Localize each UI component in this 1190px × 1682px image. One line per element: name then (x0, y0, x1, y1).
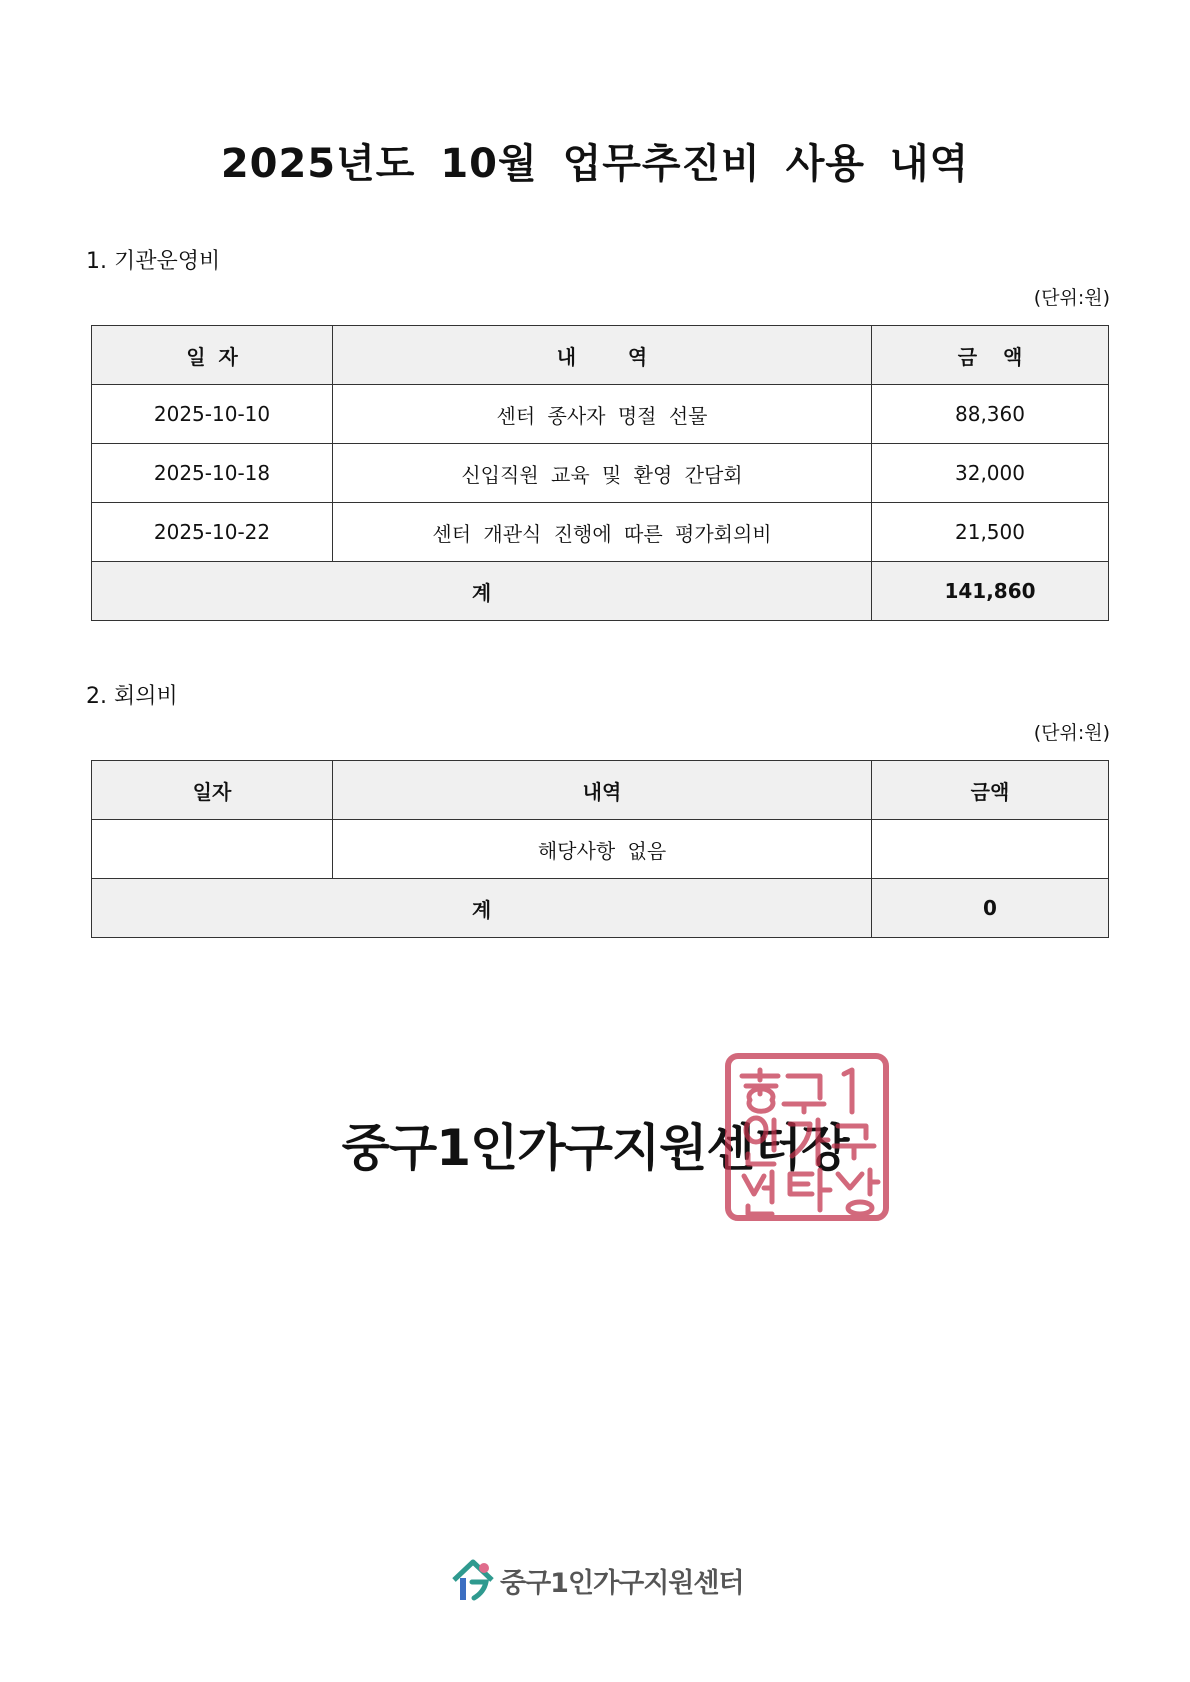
header-date: 일 자 (92, 326, 333, 385)
row-date: 2025-10-18 (92, 444, 333, 503)
table-row (92, 503, 1109, 562)
operating-expense-table (91, 325, 1109, 621)
row-date: 2025-10-10 (92, 385, 333, 444)
header-amount: 금 액 (872, 326, 1109, 385)
footer-logo-text: 중구1인가구지원센터 (500, 1567, 744, 1599)
row-date (92, 820, 333, 879)
row-amount: 32,000 (872, 444, 1109, 503)
total-row (92, 879, 1109, 938)
section-heading-meeting: 2. 회의비 (86, 684, 178, 709)
house-logo-icon (450, 1556, 496, 1604)
row-description: 센터 종사자 명절 선물 (333, 385, 872, 444)
row-description: 신입직원 교육 및 환영 간담회 (333, 444, 872, 503)
row-description: 센터 개관식 진행에 따른 평가회의비 (333, 503, 872, 562)
table-header-row (92, 326, 1109, 385)
row-amount: 88,360 (872, 385, 1109, 444)
table-row (92, 385, 1109, 444)
total-label: 계 (92, 562, 872, 621)
total-row (92, 562, 1109, 621)
table-header-row (92, 761, 1109, 820)
signature-title: 중구1인가구지원센터장 (341, 1119, 849, 1177)
header-description: 내 역 (333, 326, 872, 385)
page-title: 2025년도 10월 업무추진비 사용 내역 (220, 141, 970, 187)
total-amount: 0 (872, 879, 1109, 938)
section-heading-operating: 1. 기관운영비 (86, 249, 221, 274)
footer-logo (450, 1555, 744, 1605)
total-label: 계 (92, 879, 872, 938)
unit-label-meeting: (단위:원) (1033, 722, 1110, 744)
table-row (92, 820, 1109, 879)
unit-label-operating: (단위:원) (1033, 287, 1110, 309)
row-amount: 21,500 (872, 503, 1109, 562)
row-amount (872, 820, 1109, 879)
row-description: 해당사항 없음 (333, 820, 872, 879)
official-seal-icon (720, 1048, 895, 1228)
total-amount: 141,860 (872, 562, 1109, 621)
header-date: 일자 (92, 761, 333, 820)
row-date: 2025-10-22 (92, 503, 333, 562)
meeting-expense-table (91, 760, 1109, 938)
header-description: 내역 (333, 761, 872, 820)
header-amount: 금액 (872, 761, 1109, 820)
table-row (92, 444, 1109, 503)
